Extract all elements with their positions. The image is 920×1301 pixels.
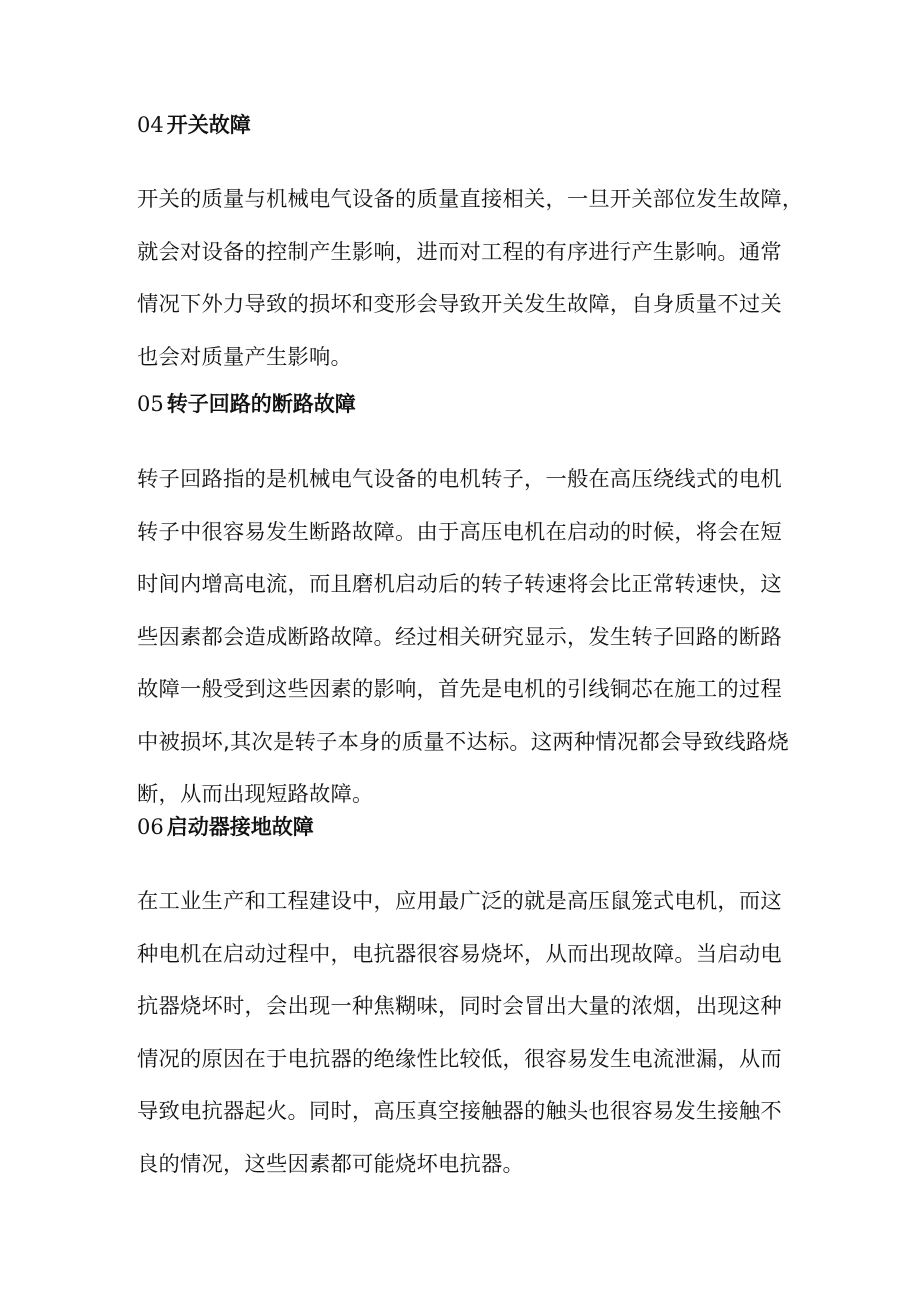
paragraph-line: 也会对质量产生影响。: [137, 344, 352, 370]
paragraph-line: 转子中很容易发生断路故障。由于高压电机在启动的时候，将会在短: [137, 519, 782, 545]
section-05-heading: [137, 389, 356, 419]
section-05-paragraph: [137, 454, 787, 822]
paragraph-line: 就会对设备的控制产生影响，进而对工程的有序进行产生影响。通常: [137, 239, 782, 265]
section-title: 开关故障: [166, 113, 251, 137]
paragraph-line: 在工业生产和工程建设中，应用最广泛的就是高压鼠笼式电机，而这: [137, 889, 782, 914]
paragraph-line: 转子回路指的是机械电气设备的电机转子，一般在高压绕线式的电机: [137, 467, 782, 492]
paragraph-line: 良的情况，这些因素都可能烧坏电抗器。: [137, 1151, 524, 1177]
paragraph-line: 断，从而出现短路故障。: [137, 782, 374, 807]
paragraph-line: 情况下外力导致的损坏和变形会导致开关发生故障，自身质量不过关: [137, 292, 782, 317]
section-title: 启动器接地故障: [166, 815, 314, 839]
paragraph-line: 些因素都会造成断路故障。经过相关研究显示，发生转子回路的断路: [137, 624, 782, 650]
paragraph-line: 导致电抗器起火。同时，高压真空接触器的触头也很容易发生接触不: [137, 1099, 782, 1124]
paragraph-line: 种电机在启动过程中，电抗器很容易烧坏，从而出现故障。当启动电: [137, 941, 782, 967]
section-06-paragraph: [137, 876, 787, 1191]
section-number: 04: [137, 113, 164, 137]
paragraph-line: 中被损坏,其次是转子本身的质量不达标。这两种情况都会导致线路烧: [137, 729, 789, 755]
section-title: 转子回路的断路故障: [166, 392, 356, 416]
section-04-paragraph: [137, 174, 804, 384]
section-06-heading: [137, 812, 314, 842]
paragraph-line: 抗器烧坏时，会出现一种焦糊味，同时会冒出大量的浓烟，出现这种: [137, 994, 782, 1019]
paragraph-line: 情况的原因在于电抗器的绝缘性比较低，很容易发生电流泄漏，从而: [137, 1046, 782, 1072]
paragraph-line: 开关的质量与机械电气设备的质量直接相关，一旦开关部位发生故障，: [137, 187, 804, 212]
section-number: 06: [137, 815, 164, 839]
paragraph-line: 时间内增高电流，而且磨机启动后的转子转速将会比正常转速快，这: [137, 572, 782, 597]
section-04-heading: [137, 110, 251, 140]
section-number: 05: [137, 392, 164, 416]
paragraph-line: 故障一般受到这些因素的影响，首先是电机的引线铜芯在施工的过程: [137, 677, 782, 702]
